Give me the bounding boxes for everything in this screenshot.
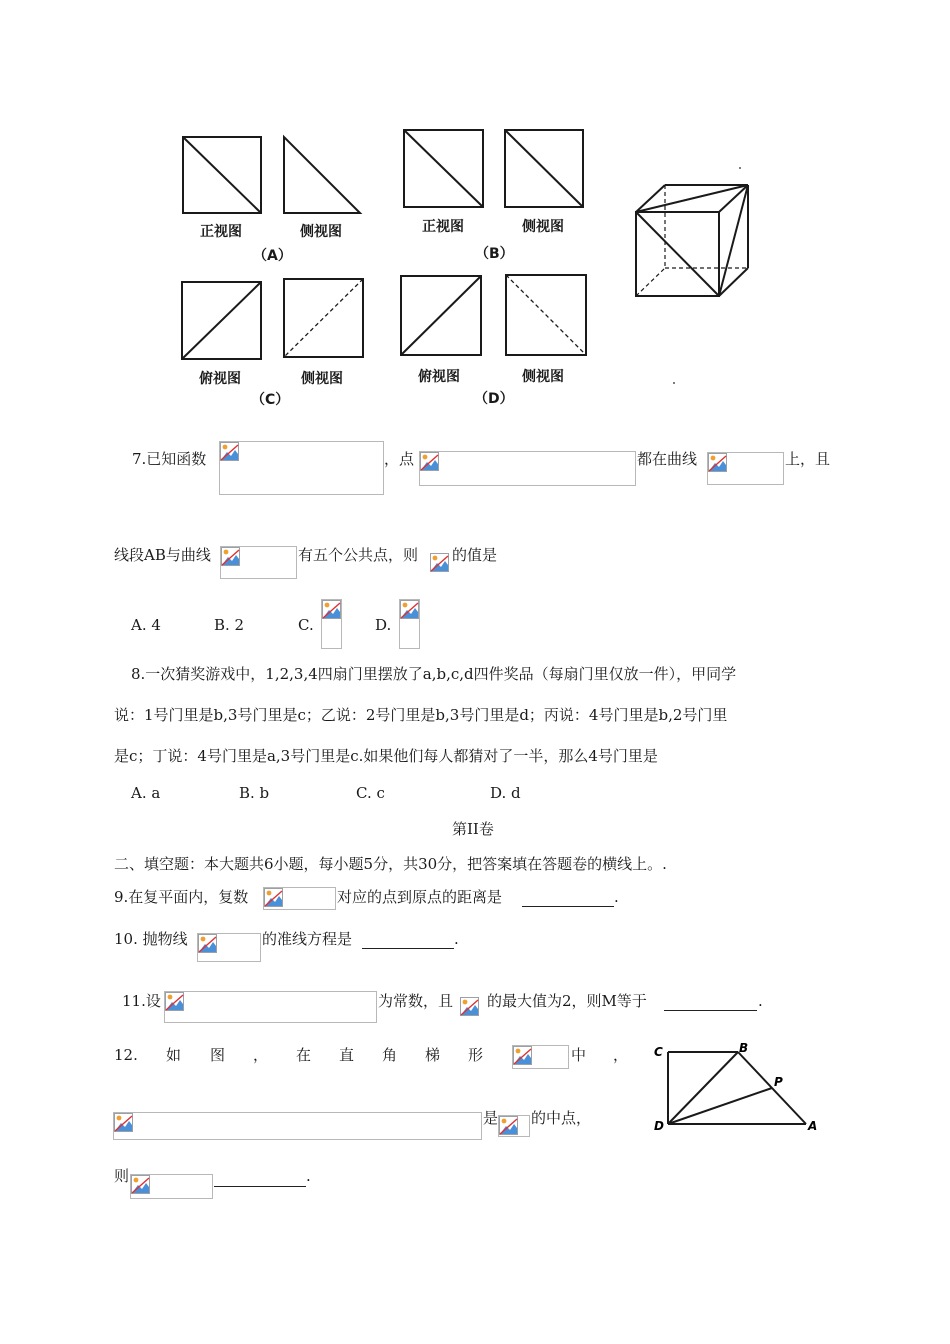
q12-char: 角 [382,1046,398,1064]
q12-char: 如 [166,1046,182,1064]
q7-text-5: 线段AB与曲线 [114,546,211,564]
label-front-view-a: 正视图 [200,224,242,240]
broken-image-icon [400,600,420,620]
broken-image-icon [513,1046,533,1066]
formula-image [220,546,297,579]
label-top-view-d: 俯视图 [418,369,460,385]
q7-text-7: 的值是 [452,546,498,564]
q12-char: 梯 [425,1046,441,1064]
label-top-view-c: 俯视图 [199,371,241,387]
answer-blank[interactable] [664,992,757,1011]
broken-image-icon [322,600,342,620]
q7-option-c: C. [298,616,314,634]
right-trapezoid-figure [650,1040,830,1140]
q7-text-6: 有五个公共点，则 [298,546,419,564]
formula-image [164,991,377,1023]
q9-text-2: 对应的点到原点的距离是 [337,888,503,906]
label-option-c: （C） [251,392,290,408]
broken-image-icon [264,888,284,908]
q12-number: 12. [114,1046,138,1064]
broken-image-icon [420,452,440,472]
label-front-view-b: 正视图 [422,219,464,235]
label-side-view-a: 侧视图 [300,224,342,240]
q12-end: . [306,1167,311,1185]
q7-option-d: D. [375,616,392,634]
q7-text-1: 7.已知函数 [132,450,207,468]
formula-image [219,441,384,495]
point-p-label: P [774,1075,783,1089]
label-option-d: （D） [474,391,514,407]
q10-text-1: 10. 抛物线 [114,930,188,948]
q12-char: ， [253,1046,269,1064]
q8-line-3: 是c；丁说：4号门里是a,3号门里是c.如果他们每人都猜对了一半，那么4号门里是 [114,747,658,765]
formula-image [113,1112,482,1140]
label-option-a: （A） [253,248,292,264]
q8-option-c: C. c [356,784,385,802]
broken-image-icon [165,992,185,1012]
q11-text-2: 为常数，且 [378,992,454,1010]
q12-comma: ， [613,1046,629,1064]
q10-text-2: 的准线方程是 [262,930,353,948]
q7-text-4: 上，且 [785,450,831,468]
broken-image-icon [198,934,218,954]
formula-image [399,599,420,649]
formula-image [197,933,261,962]
three-view-figure [0,0,950,420]
formula-image [460,997,485,1018]
formula-image [263,887,336,910]
label-side-view-b: 侧视图 [522,219,564,235]
q9-end: . [614,888,619,906]
formula-image [419,451,636,486]
answer-blank[interactable] [522,888,614,907]
q12-char: 在 [296,1046,312,1064]
q7-text-2: ，点 [384,450,415,468]
q12-text-then: 则 [114,1167,130,1185]
q7-text-3: 都在曲线 [637,450,698,468]
q8-option-d: D. d [490,784,521,802]
section-instructions: 二、填空题：本大题共6小题，每小题5分，共30分，把答案填在答题卷的横线上。. [114,855,667,873]
label-side-view-d: 侧视图 [522,369,564,385]
broken-image-icon [131,1175,151,1195]
q10-end: . [454,930,459,948]
option-a-side-view [284,137,360,213]
part-title: 第II卷 [452,820,494,838]
answer-blank[interactable] [214,1168,306,1187]
broken-image-icon [220,442,240,462]
q11-text-1: 11.设 [122,992,161,1010]
q8-option-b: B. b [239,784,270,802]
formula-image [130,1174,213,1199]
formula-image [321,599,342,649]
broken-image-icon [114,1113,134,1133]
q12-text-mid: 中 [571,1046,587,1064]
label-option-b: （B） [475,246,514,262]
q12-text-is: 是 [483,1109,499,1127]
answer-blank[interactable] [362,930,454,949]
point-a-label: A [808,1119,818,1133]
broken-image-icon [221,547,241,567]
q12-text-mid2: 的中点， [531,1109,592,1127]
q7-option-b: B. 2 [214,616,245,634]
q11-end: . [758,992,763,1010]
q11-text-3: 的最大值为2，则M等于 [487,992,647,1010]
point-b-label: B [739,1041,749,1055]
formula-image [498,1115,530,1137]
q12-char: 直 [339,1046,355,1064]
formula-image [512,1045,569,1069]
q12-char: 图 [210,1046,226,1064]
broken-image-icon [460,997,480,1017]
broken-image-icon [499,1116,519,1136]
q8-option-a: A. a [131,784,161,802]
q8-line-2: 说：1号门里是b,3号门里是c；乙说：2号门里是b,3号门里是d；丙说：4号门里是b,2号门里 [114,706,728,724]
formula-image [430,553,451,574]
q9-text-1: 9.在复平面内，复数 [114,888,249,906]
formula-image [707,452,784,485]
q12-char: 形 [468,1046,484,1064]
q8-line-1: 8.一次猜奖游戏中，1,2,3,4四扇门里摆放了a,b,c,d四件奖品（每扇门里仅放一件），甲同学 [131,665,737,683]
label-side-view-c: 侧视图 [301,371,343,387]
broken-image-icon [708,453,728,473]
broken-image-icon [430,553,450,573]
point-d-label: D [654,1119,664,1133]
q7-option-a: A. 4 [131,616,161,634]
point-c-label: C [654,1045,663,1059]
